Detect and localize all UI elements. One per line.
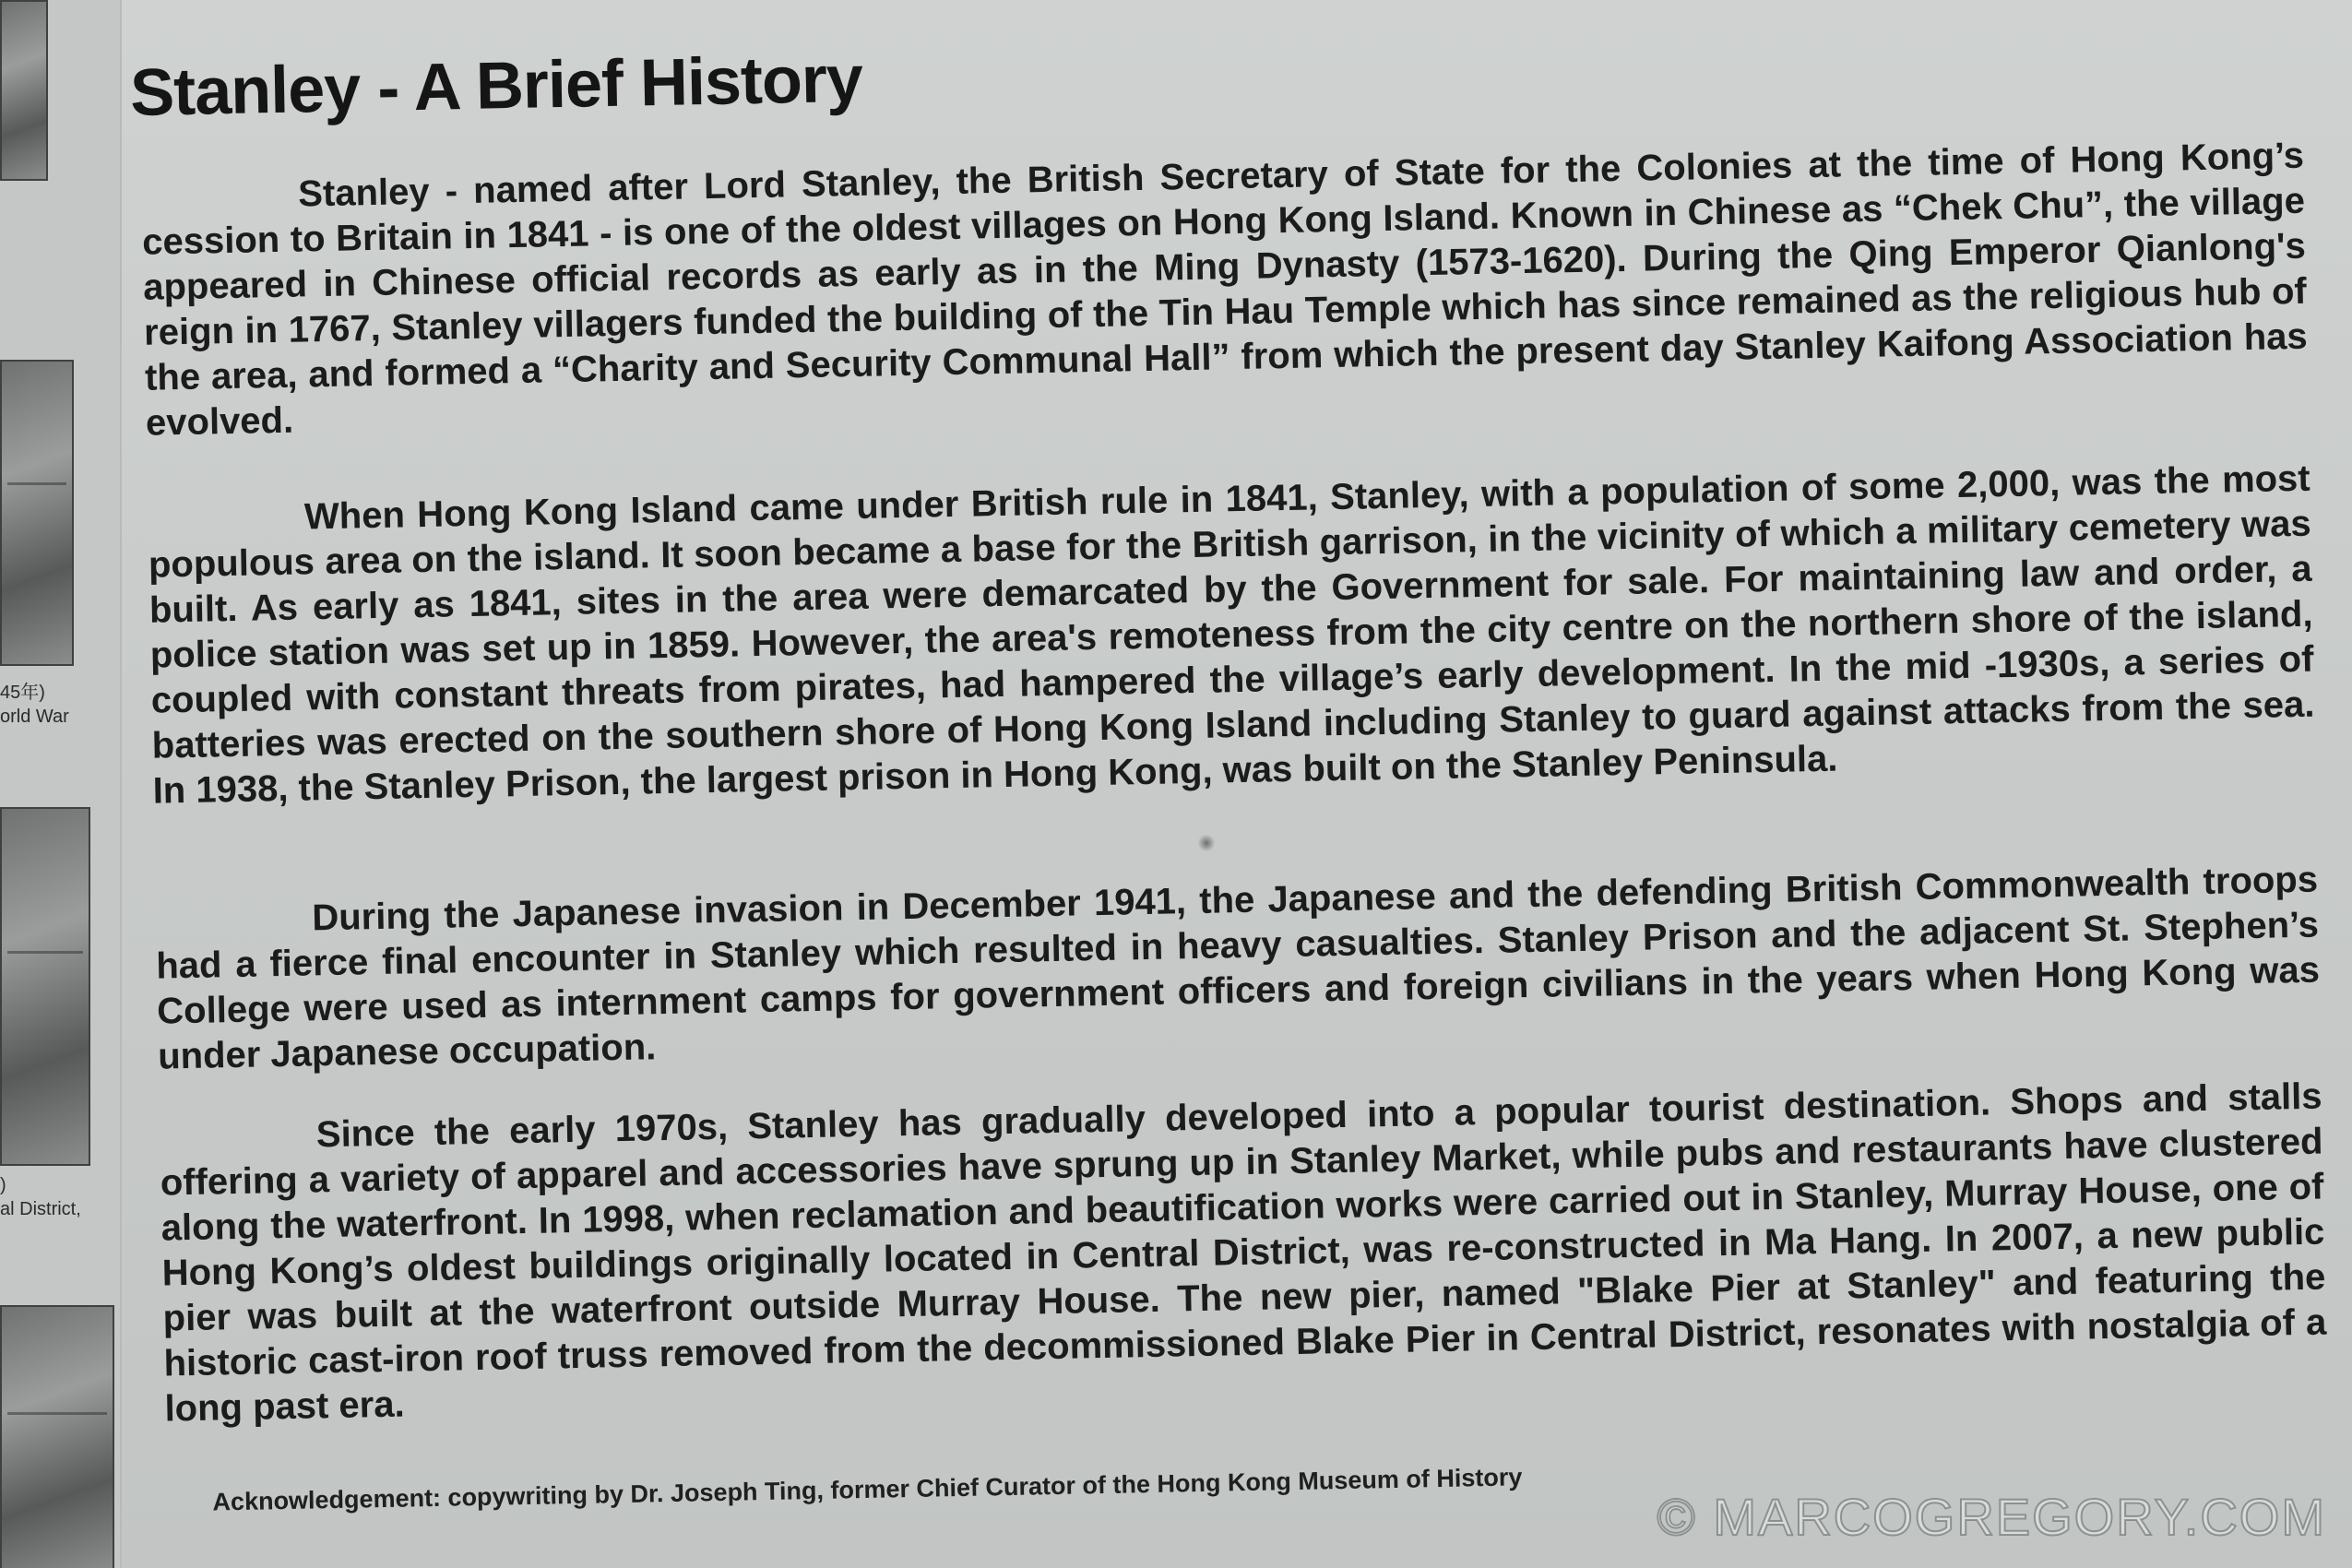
acknowledgement-text: Acknowledgement: copywriting by Dr. Joseph Ting, former Chief Curator of the Hong Kong Museum of History <box>212 1463 1523 1516</box>
sign-title: Stanley - A Brief History <box>129 42 863 130</box>
archival-photo-thumbnail <box>0 1305 114 1568</box>
history-paragraph: Since the early 1970s, Stanley has gradually developed into a popular tourist destination. Shops and stalls offering a variety of apparel and accessories have sprung up in Stanley Market, while pubs and restaurants have clustered along the waterfront. In 1998, when reclamation and beautification works were carried out in Stanley, Murray House, one of Hong Kong’s oldest buildings originally located in Central District, was re-constructed in Ma Hang. In 2007, a new public pier was built at the waterfront outside Murray House. The new pier, named "Blake Pier at Stanley" and featuring the historic cast-iron roof truss removed from the decommissioned Blake Pier in Central District, resonates with nostalgia of a long past era. <box>160 1075 2327 1430</box>
photo-caption-fragment: 45年) orld War <box>0 683 69 727</box>
archival-photo-thumbnail <box>0 360 74 666</box>
copyright-watermark: © MARCOGREGORY.COM <box>1657 1488 2326 1546</box>
archival-photo-thumbnail <box>0 0 48 181</box>
photo-caption-fragment: ) al District, <box>0 1175 81 1219</box>
history-paragraph: Stanley - named after Lord Stanley, the British Secretary of State for the Colonies at the time of Hong Kong’s cession to Britain in 1841 - is one of the oldest villages on Hong Kong Island. Known in Chinese as “Chek Chu”, the village appeared in Chinese official records as early as in the Ming Dynasty (1573-1620). During the Qing Emperor Qianlong's reign in 1767, Stanley villagers funded the building of the Tin Hau Temple which has since remained as the religious hub of the area, and formed a “Charity and Security Communal Hall” from which the present day Stanley Kaifong Association has evolved. <box>141 135 2309 444</box>
adjacent-panel-edge <box>0 0 122 1568</box>
history-sign <box>129 0 2344 1550</box>
archival-photo-thumbnail <box>0 807 90 1166</box>
surface-smudge <box>1197 835 1216 851</box>
history-paragraph: During the Japanese invasion in December 1941, the Japanese and the defending British Commonwealth troops had a fierce final encounter in Stanley which resulted in heavy casualties. Stanley Prison and the adjacent St. Stephen’s College were used as internment camps for government officers and foreign civilians in the years when Hong Kong was under Japanese occupation. <box>155 859 2321 1077</box>
history-paragraph: When Hong Kong Island came under British rule in 1841, Stanley, with a population of some 2,000, was the most populous area on the island. It soon became a base for the British garrison, in the vicinity of which a military cemetery was built. As early as 1841, sites in the area were demarcated by the Government for sale. For maintaining law and order, a police station was set up in 1859. However, the area's remoteness from the city centre on the northern shore of the island, coupled with constant threats from pirates, had hampered the village’s early development. In the mid -1930s, a series of batteries was erected on the southern shore of Hong Kong Island including Stanley to guard against attacks from the sea. In 1938, the Stanley Prison, the largest prison in Hong Kong, was built on the Stanley Peninsula. <box>148 457 2315 812</box>
